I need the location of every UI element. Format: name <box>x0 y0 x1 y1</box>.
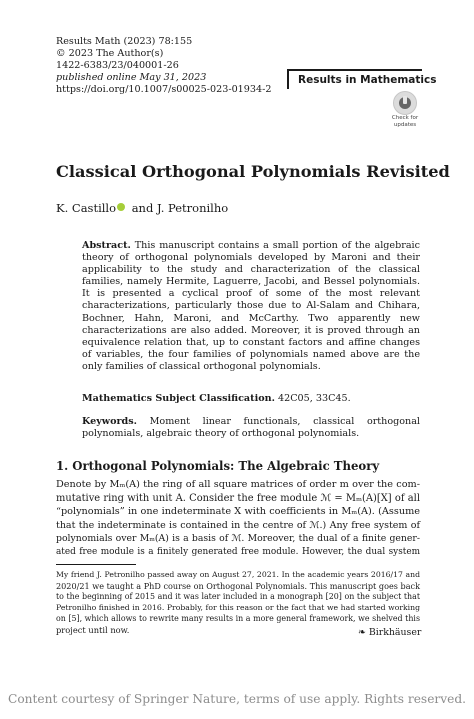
author-line <box>56 201 228 215</box>
publisher-logo <box>358 627 421 638</box>
footnote-line: to the beginning of 2015 and it was later included in a monograph [20] on the subject that <box>56 591 420 601</box>
journal-name: Results in Mathematics <box>287 69 422 89</box>
footnote-line: My friend J. Petronilho passed away on August 27, 2021. In the academic years 2016/17 and <box>56 570 420 579</box>
check-label-1: Check for <box>391 115 419 121</box>
section-body <box>56 478 420 560</box>
body-line: that the indeterminate is contained in the centre of ℳ.) Any free system of <box>56 519 420 531</box>
doi-link[interactable]: https://doi.org/10.1007/s00025-023-01934-2 <box>56 84 272 95</box>
body-line: polynomials over Mₘ(A) is a basis of ℳ. Moreover, the dual of a finite gener- <box>56 533 420 545</box>
keywords-text: Moment linear functionals, classical orthogonal polynomials, algebraic theory of orthogonal polynomials. <box>82 416 420 440</box>
body-line: “polynomials” in one indeterminate X with coefficients in Mₘ(A). (Assume <box>56 506 420 518</box>
check-for-updates-badge[interactable] <box>386 91 424 128</box>
abstract-text: This manuscript contains a small portion of the algebraic theory of orthogonal polynomials developed by Maroni and their applicability to the study and characterization of the classical families, namely Hermite, Laguerre, Jacobi, and Bessel polynomials. It is presented a cyclical proof of some of the most relevant characterizations, particularly those due to Al-Salam and Chihara, Bochner, Hahn, Maroni, and McCarthy. Two apparently new characterizations are also added. Moreover, it is proved through an equivalence relation that, up to constant factors and affine changes of variables, the four families of polynomials named above are the only families of classical orthogonal polynomials. <box>82 240 420 372</box>
footnote-line: project until now. <box>56 624 130 635</box>
footnote-line: on [5], which allows to rewrite many results in a more general framework, we shelved this <box>56 613 420 623</box>
abstract-heading: Abstract. <box>82 240 131 251</box>
author-petronilho: and J. Petronilho <box>128 201 229 215</box>
keywords <box>82 416 420 440</box>
subject-classification <box>82 393 420 405</box>
abstract <box>82 240 420 373</box>
crossmark-icon <box>393 91 417 115</box>
msc-heading: Mathematics Subject Classification. <box>82 393 275 404</box>
body-line: ated free module is a finitely generated free module. However, the dual system <box>56 546 420 557</box>
citation: Results Math (2023) 78:155 <box>56 36 193 47</box>
orcid-icon[interactable] <box>117 203 125 211</box>
paper-title: Classical Orthogonal Polynomials Revisited <box>56 162 450 181</box>
check-label-2: updates <box>393 121 417 128</box>
publisher-icon: ❧ <box>358 627 366 638</box>
keywords-heading: Keywords. <box>82 416 137 427</box>
publisher-name: Birkhäuser <box>368 627 422 638</box>
footnote-line: 2020/21 we taught a PhD course on Orthogonal Polynomials. This manuscript goes back <box>56 580 420 591</box>
copyright: © 2023 The Author(s) <box>56 48 164 59</box>
body-line: mutative ring with unit A. Consider the free module ℳ = Mₘ(A)[X] of all <box>56 492 420 504</box>
section-heading: 1. Orthogonal Polynomials: The Algebraic Theory <box>56 459 380 473</box>
author-castillo: K. Castillo <box>56 201 117 215</box>
body-line: Denote by Mₘ(A) the ring of all square matrices of order m over the com- <box>56 479 420 490</box>
published-date: published online May 31, 2023 <box>56 72 207 83</box>
footnote-rule <box>56 564 136 565</box>
footnote-line: Petronilho finished in 2016. Probably, for this reason or the fact that we had started working <box>56 602 420 612</box>
issn: 1422-6383/23/040001-26 <box>56 60 179 71</box>
msc-codes: 42C05, 33C45. <box>274 393 351 404</box>
courtesy-notice: Content courtesy of Springer Nature, terms of use apply. Rights reserved. <box>8 692 466 706</box>
footnote <box>56 570 420 635</box>
publication-meta <box>56 36 271 96</box>
